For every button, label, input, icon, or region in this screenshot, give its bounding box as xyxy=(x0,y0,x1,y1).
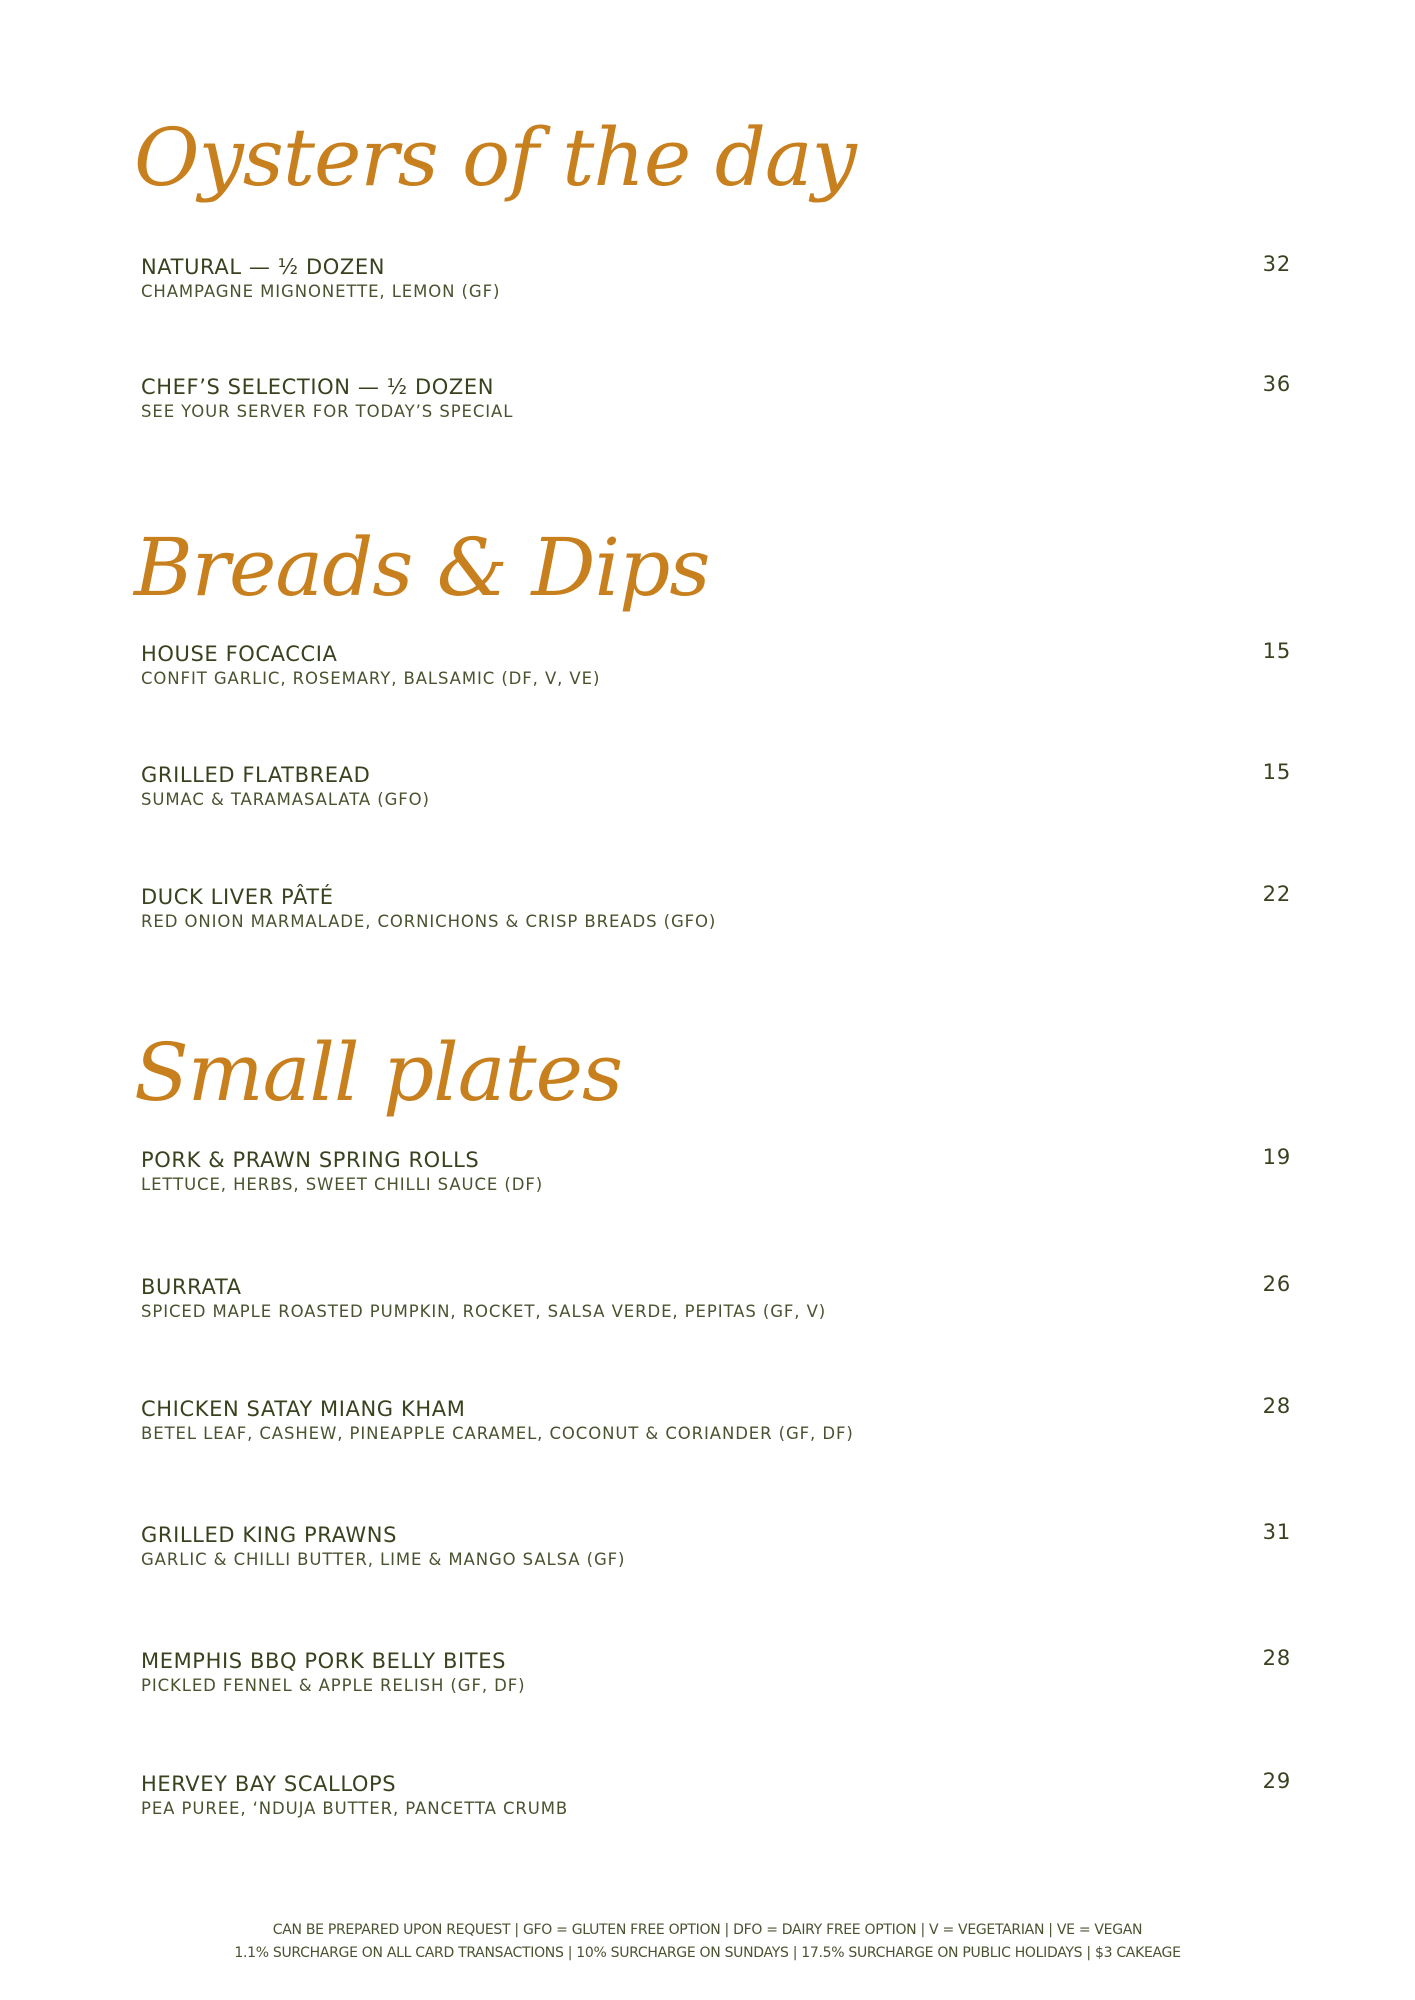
item-price: 22 xyxy=(1262,882,1291,906)
menu-item xyxy=(141,1274,1291,1324)
item-price: 15 xyxy=(1262,639,1291,663)
menu-item xyxy=(141,1147,1291,1197)
item-description: BETEL LEAF, CASHEW, PINEAPPLE CARAMEL, COCONUT & CORIANDER (GF, DF) xyxy=(141,1424,854,1443)
item-description: SEE YOUR SERVER FOR TODAY’S SPECIAL xyxy=(141,402,514,421)
item-description: PICKLED FENNEL & APPLE RELISH (GF, DF) xyxy=(141,1676,526,1695)
item-description: SPICED MAPLE ROASTED PUMPKIN, ROCKET, SALSA VERDE, PEPITAS (GF, V) xyxy=(141,1302,827,1321)
menu-item xyxy=(141,1771,1291,1821)
section-title-oysters: Oysters of the day xyxy=(134,111,856,204)
item-name: NATURAL — ½ DOZEN xyxy=(141,255,386,279)
item-name: CHEF’S SELECTION — ½ DOZEN xyxy=(141,375,495,399)
item-name: GRILLED FLATBREAD xyxy=(141,763,371,787)
footer-notes xyxy=(0,1919,1415,1965)
item-price: 29 xyxy=(1262,1769,1291,1793)
item-name: BURRATA xyxy=(141,1275,242,1299)
item-description: PEA PUREE, ‘NDUJA BUTTER, PANCETTA CRUMB xyxy=(141,1799,569,1818)
item-description: CHAMPAGNE MIGNONETTE, LEMON (GF) xyxy=(141,282,501,301)
menu-item xyxy=(141,884,1291,934)
item-name: MEMPHIS BBQ PORK BELLY BITES xyxy=(141,1649,507,1673)
item-name: HERVEY BAY SCALLOPS xyxy=(141,1772,397,1796)
menu-item xyxy=(141,254,1291,304)
item-description: SUMAC & TARAMASALATA (GFO) xyxy=(141,790,430,809)
item-price: 28 xyxy=(1262,1646,1291,1670)
section-title-breads-dips: Breads & Dips xyxy=(134,521,710,614)
footer-dietary-key: CAN BE PREPARED UPON REQUEST | GFO = GLUTEN FREE OPTION | DFO = DAIRY FREE OPTION | V = VEGETARIAN | VE = VEGAN xyxy=(272,1922,1143,1938)
menu-item xyxy=(141,1522,1291,1572)
item-price: 15 xyxy=(1262,760,1291,784)
item-description: RED ONION MARMALADE, CORNICHONS & CRISP BREADS (GFO) xyxy=(141,912,717,931)
item-name: GRILLED KING PRAWNS xyxy=(141,1523,398,1547)
item-description: GARLIC & CHILLI BUTTER, LIME & MANGO SALSA (GF) xyxy=(141,1550,626,1569)
menu-item xyxy=(141,1396,1291,1446)
item-name: PORK & PRAWN SPRING ROLLS xyxy=(141,1148,480,1172)
menu-item xyxy=(141,641,1291,691)
item-price: 32 xyxy=(1262,252,1291,276)
item-price: 26 xyxy=(1262,1272,1291,1296)
section-title-small-plates: Small plates xyxy=(134,1026,622,1119)
item-price: 19 xyxy=(1262,1145,1291,1169)
item-name: CHICKEN SATAY MIANG KHAM xyxy=(141,1397,466,1421)
item-name: HOUSE FOCACCIA xyxy=(141,642,338,666)
footer-surcharges: 1.1% SURCHARGE ON ALL CARD TRANSACTIONS | 10% SURCHARGE ON SUNDAYS | 17.5% SURCHARGE ON PUBLIC HOLIDAYS | $3 CAKEAGE xyxy=(234,1945,1181,1961)
item-price: 31 xyxy=(1262,1520,1291,1544)
menu-item xyxy=(141,1648,1291,1698)
item-name: DUCK LIVER PÂTÉ xyxy=(141,885,334,909)
item-price: 36 xyxy=(1262,372,1291,396)
item-price: 28 xyxy=(1262,1394,1291,1418)
item-description: CONFIT GARLIC, ROSEMARY, BALSAMIC (DF, V, VE) xyxy=(141,669,601,688)
menu-item xyxy=(141,762,1291,812)
item-description: LETTUCE, HERBS, SWEET CHILLI SAUCE (DF) xyxy=(141,1175,544,1194)
menu-item xyxy=(141,374,1291,424)
